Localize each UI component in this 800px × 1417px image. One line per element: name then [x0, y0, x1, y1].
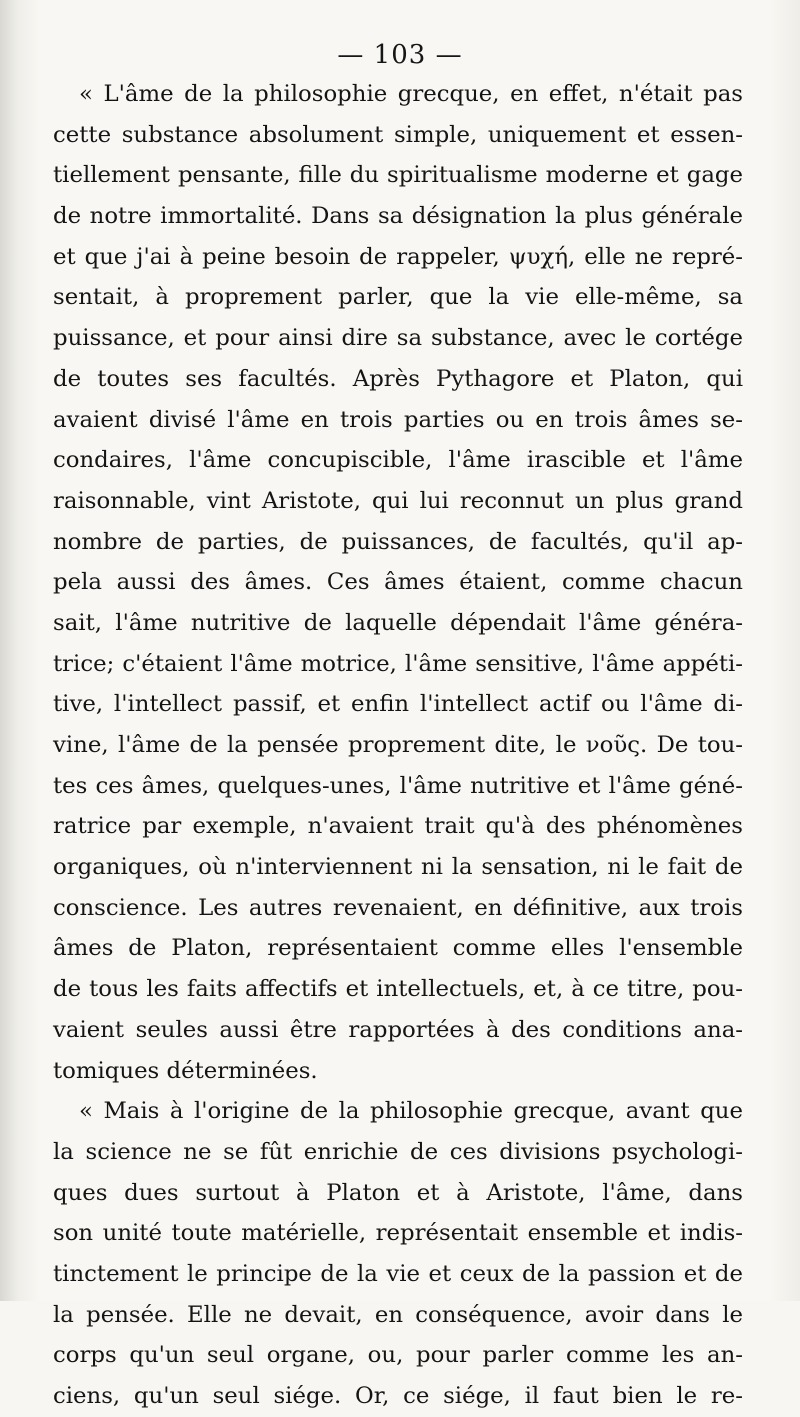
text-line: la science ne se fût enrichie de ces divisions psychologi-	[53, 1138, 743, 1165]
text-line: raisonnable, vint Aristote, qui lui reconnut un plus grand	[53, 487, 743, 514]
text-line: vaient seules aussi être rapportées à des conditions ana-	[53, 1016, 743, 1043]
text-line: tive, l'intellect passif, et enfin l'intellect actif ou l'âme di-	[53, 691, 743, 718]
text-line: corps qu'un seul organe, ou, pour parler comme les an-	[53, 1342, 743, 1369]
text-line: son unité toute matérielle, représentait ensemble et indis-	[53, 1220, 743, 1247]
text-line: ratrice par exemple, n'avaient trait qu'à des phénomènes	[53, 813, 743, 840]
paragraph	[53, 1091, 743, 1417]
text-line: avaient divisé l'âme en trois parties ou en trois âmes se-	[53, 406, 743, 433]
text-line: « Mais à l'origine de la philosophie grecque, avant que	[79, 1098, 743, 1125]
text-line: conscience. Les autres revenaient, en définitive, aux trois	[53, 894, 743, 921]
text-line: nombre de parties, de puissances, de facultés, qu'il ap-	[53, 528, 743, 555]
text-line: et que j'ai à peine besoin de rappeler, ψυχή, elle ne repré-	[53, 243, 743, 270]
paragraph	[53, 74, 743, 1091]
text-line: « L'âme de la philosophie grecque, en effet, n'était pas	[79, 81, 743, 107]
text-line: tinctement le principe de la vie et ceux de la passion et de	[53, 1260, 743, 1287]
text-line: tomiques déterminées.	[53, 1057, 318, 1084]
text-line: la pensée. Elle ne devait, en conséquence, avoir dans le	[53, 1301, 743, 1328]
text-line: de toutes ses facultés. Après Pythagore et Platon, qui	[53, 365, 743, 392]
text-line: cette substance absolument simple, uniquement et essen-	[53, 121, 743, 148]
body-text	[53, 74, 743, 1417]
text-line: vine, l'âme de la pensée proprement dite, le νοῦς. De tou-	[53, 732, 743, 758]
page-number: — 103 —	[337, 40, 463, 70]
text-line: sentait, à proprement parler, que la vie elle-même, sa	[53, 284, 743, 311]
text-line: organiques, où n'interviennent ni la sensation, ni le fait de	[53, 854, 743, 881]
text-line: pela aussi des âmes. Ces âmes étaient, comme chacun	[53, 569, 743, 596]
text-line: puissance, et pour ainsi dire sa substance, avec le cortége	[53, 325, 743, 352]
text-line: sait, l'âme nutritive de laquelle dépendait l'âme généra-	[53, 609, 743, 636]
text-line: trice; c'étaient l'âme motrice, l'âme sensitive, l'âme appéti-	[53, 650, 743, 677]
text-line: de tous les faits affectifs et intellectuels, et, à ce titre, pou-	[53, 976, 743, 1003]
text-line: ciens, qu'un seul siége. Or, ce siége, il faut bien le re-	[53, 1383, 743, 1409]
text-line: tiellement pensante, fille du spiritualisme moderne et gage	[53, 162, 743, 189]
text-line: de notre immortalité. Dans sa désignation la plus générale	[53, 203, 743, 230]
text-line: condaires, l'âme concupiscible, l'âme irascible et l'âme	[53, 447, 743, 474]
text-line: ques dues surtout à Platon et à Aristote, l'âme, dans	[53, 1179, 743, 1206]
text-line: tes ces âmes, quelques-unes, l'âme nutritive et l'âme géné-	[53, 772, 743, 799]
text-line: âmes de Platon, représentaient comme elles l'ensemble	[53, 935, 743, 962]
